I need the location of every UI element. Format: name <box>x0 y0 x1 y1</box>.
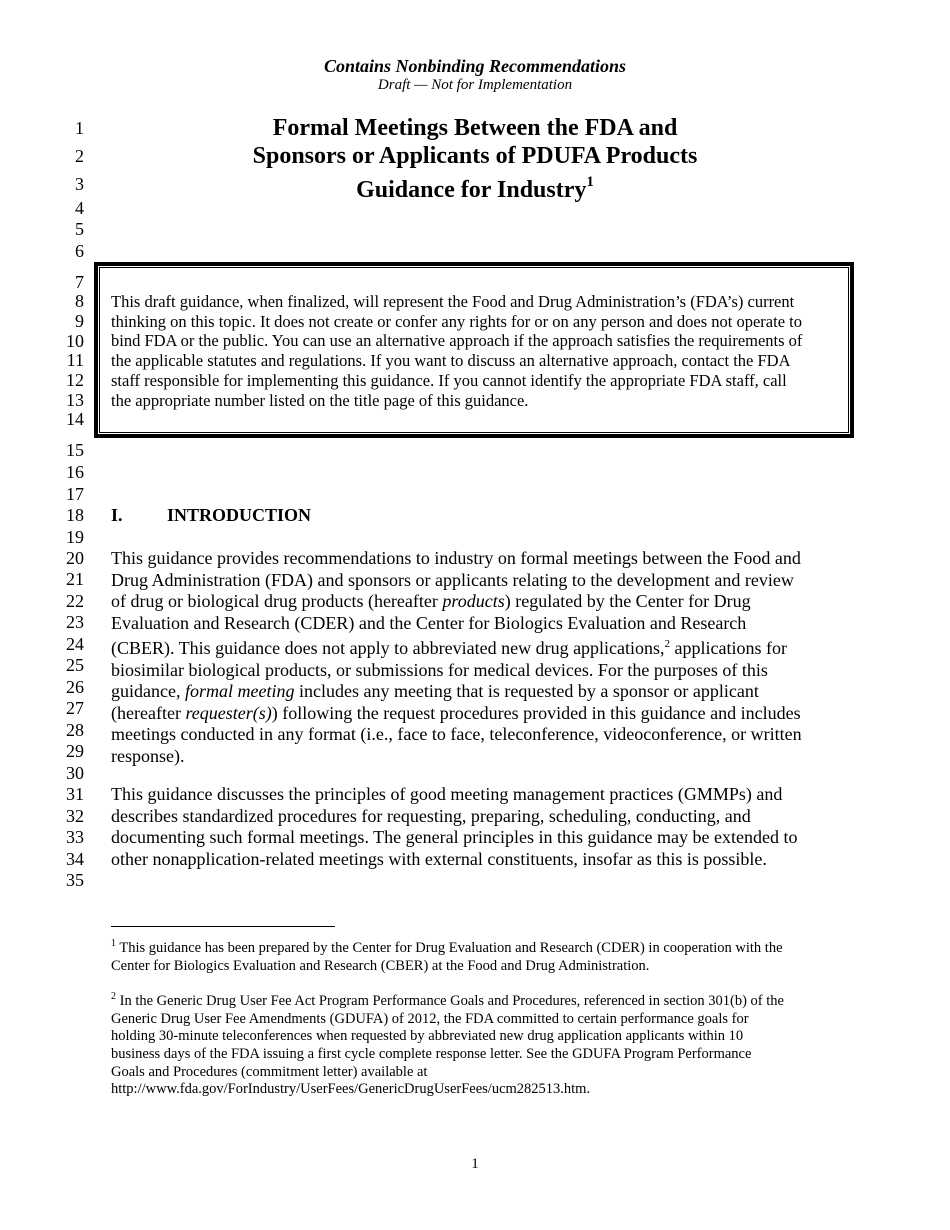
notice-line: staff responsible for implementing this guidance. If you cannot identify the appropriate FDA staff, call <box>111 370 787 390</box>
notice-line: bind FDA or the public. You can use an alternative approach if the approach satisfies the requirements of <box>111 331 803 351</box>
footnote-line: Center for Biologics Evaluation and Research (CBER) at the Food and Drug Administration. <box>111 957 650 974</box>
notice-line: the applicable statutes and regulations. If you want to discuss an alternative approach, contact the FDA <box>111 351 791 371</box>
line-number: 29 <box>66 741 84 761</box>
para-line: response). <box>111 745 185 766</box>
notice-box-text <box>111 292 843 410</box>
line-number: 14 <box>66 409 84 429</box>
para-line: biosimilar biological products, or submissions for medical devices. For the purposes of this <box>111 659 768 680</box>
line-number: 3 <box>75 174 84 194</box>
line-number: 27 <box>66 698 84 718</box>
footnote-ref-2: 2 <box>664 638 671 650</box>
para-text: applications for <box>670 638 788 658</box>
line-number: 17 <box>66 484 84 504</box>
line-number: 35 <box>66 870 84 890</box>
para-line: This guidance provides recommendations to industry on formal meetings between the Food and <box>111 548 801 568</box>
para-text: (hereafter <box>111 702 186 723</box>
para-line: other nonapplication-related meetings with external constituents, insofar as this is possible. <box>111 848 767 869</box>
footnote-line: business days of the FDA issuing a first cycle complete response letter. See the GDUFA Program Performance <box>111 1045 752 1062</box>
para-line: Drug Administration (FDA) and sponsors or applicants relating to the development and review <box>111 569 794 590</box>
intro-paragraph-1 <box>111 548 841 767</box>
line-number: 33 <box>66 827 84 847</box>
line-number: 10 <box>66 331 84 351</box>
line-number: 28 <box>66 720 84 740</box>
line-number: 12 <box>66 370 84 390</box>
section-title: INTRODUCTION <box>167 505 312 525</box>
line-number: 13 <box>66 390 84 410</box>
line-number: 4 <box>75 198 84 218</box>
para-italic-term: products <box>442 591 505 611</box>
line-number: 23 <box>66 612 84 632</box>
footnote-text: In the Generic Drug User Fee Act Program Performance Goals and Procedures, referenced in section 301(b) of the <box>116 992 784 1009</box>
line-number: 21 <box>66 569 84 589</box>
footnote-separator <box>111 926 335 927</box>
footnote-url[interactable]: http://www.fda.gov/ForIndustry/UserFees/GenericDrugUserFees/ucm282513.htm. <box>111 1081 591 1098</box>
line-number: 6 <box>75 241 84 261</box>
notice-line: thinking on this topic. It does not create or confer any rights for or on any person and does not operate to <box>111 311 802 331</box>
line-number: 19 <box>66 527 84 547</box>
line-number: 32 <box>66 806 84 826</box>
para-italic-term: formal meeting <box>184 681 295 701</box>
line-number: 8 <box>75 291 84 311</box>
line-number: 7 <box>75 272 84 292</box>
doc-title-line-2: Sponsors or Applicants of PDUFA Products <box>252 143 698 169</box>
line-number: 16 <box>66 462 84 482</box>
footnote-2 <box>111 988 841 1099</box>
para-italic-term: requester(s) <box>185 702 272 723</box>
line-number: 25 <box>66 655 84 675</box>
footnote-text: This guidance has been prepared by the Center for Drug Evaluation and Research (CDER) in cooperation with the <box>116 939 783 956</box>
line-number: 2 <box>75 146 84 166</box>
line-number: 1 <box>75 118 84 138</box>
para-text: (CBER). This guidance does not apply to abbreviated new drug applications, <box>111 638 665 658</box>
intro-paragraph-2 <box>111 784 841 870</box>
footnote-line: Goals and Procedures (commitment letter) available at <box>111 1063 428 1080</box>
para-line <box>111 634 841 660</box>
para-text: ) following the request procedures provided in this guidance and includes <box>271 702 801 723</box>
notice-line: the appropriate number listed on the title page of this guidance. <box>111 390 529 410</box>
section-heading <box>111 505 311 526</box>
header-subtitle: Draft — Not for Implementation <box>377 77 573 93</box>
notice-line: This draft guidance, when finalized, will represent the Food and Drug Administration’s (FDA’s) current <box>111 292 795 311</box>
line-number: 9 <box>75 311 84 331</box>
line-number: 20 <box>66 548 84 568</box>
line-number: 26 <box>66 677 84 697</box>
header-title: Contains Nonbinding Recommendations <box>323 56 627 76</box>
line-number: 22 <box>66 591 84 611</box>
footnote-1 <box>111 935 841 975</box>
footnote-line: holding 30-minute teleconferences when requested by abbreviated new drug application applicants within 10 <box>111 1028 744 1045</box>
page-number: 1 <box>471 1156 479 1172</box>
footnote-line <box>111 988 841 1011</box>
para-line: This guidance discusses the principles of good meeting management practices (GMMPs) and <box>111 784 783 804</box>
para-text: ) regulated by the Center for Drug <box>504 591 751 611</box>
para-line: meetings conducted in any format (i.e., face to face, teleconference, videoconference, or written <box>111 724 802 744</box>
para-text: of drug or biological drug products (hereafter <box>111 591 443 611</box>
footnote-line: Generic Drug User Fee Amendments (GDUFA) of 2012, the FDA committed to certain performance goals for <box>111 1010 749 1027</box>
para-text: guidance, <box>111 681 185 701</box>
para-text: includes any meeting that is requested by a sponsor or applicant <box>294 681 759 701</box>
line-number: 24 <box>66 634 84 654</box>
line-number: 31 <box>66 784 84 804</box>
section-number: I. <box>111 505 123 525</box>
para-line: describes standardized procedures for requesting, preparing, scheduling, conducting, and <box>111 805 751 826</box>
footnote-mark: 1 <box>111 938 116 949</box>
para-line: documenting such formal meetings. The general principles in this guidance may be extended to <box>111 827 798 847</box>
doc-title-line-3-text: Guidance for Industry <box>356 177 587 203</box>
line-number: 15 <box>66 440 84 460</box>
line-number: 11 <box>66 350 84 370</box>
line-number: 34 <box>66 849 84 869</box>
para-line <box>111 681 841 703</box>
footnote-ref-1: 1 <box>586 174 594 190</box>
footnote-line <box>111 935 841 958</box>
para-line <box>111 591 841 613</box>
para-line: Evaluation and Research (CDER) and the Center for Biologics Evaluation and Research <box>111 612 747 633</box>
para-line <box>111 703 841 725</box>
line-number: 5 <box>75 219 84 239</box>
doc-title-line-3 <box>0 170 950 204</box>
line-number: 30 <box>66 763 84 783</box>
line-number: 18 <box>66 505 84 525</box>
footnote-mark: 2 <box>111 991 116 1002</box>
doc-title-line-1: Formal Meetings Between the FDA and <box>272 115 678 141</box>
